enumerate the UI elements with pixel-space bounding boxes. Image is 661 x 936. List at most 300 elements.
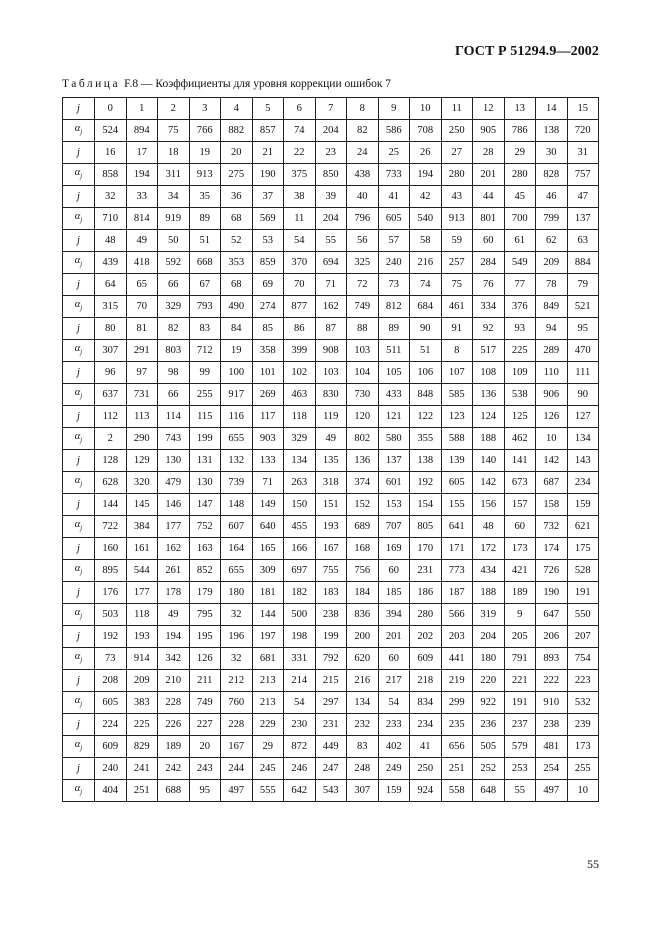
coefficient-cell: 609 (410, 648, 442, 670)
index-cell: 158 (536, 494, 568, 516)
index-row (63, 450, 599, 472)
index-cell: 245 (252, 758, 284, 780)
coefficient-cell: 8 (441, 340, 473, 362)
coefficient-cell: 329 (284, 428, 316, 450)
index-label: j (63, 186, 95, 208)
index-cell: 64 (95, 274, 127, 296)
alpha-subscript: j (80, 480, 83, 489)
coefficient-cell: 250 (441, 120, 473, 142)
coefficient-cell: 814 (126, 208, 158, 230)
index-cell: 24 (347, 142, 379, 164)
coefficient-cell: 655 (221, 560, 253, 582)
index-cell: 41 (378, 186, 410, 208)
coefficient-cell: 342 (158, 648, 190, 670)
coefficient-cell: 134 (347, 692, 379, 714)
index-cell: 88 (347, 318, 379, 340)
coefficient-cell: 375 (284, 164, 316, 186)
coefficient-cell: 848 (410, 384, 442, 406)
coefficient-cell: 280 (504, 164, 536, 186)
index-cell: 6 (284, 98, 316, 120)
index-cell: 68 (221, 274, 253, 296)
index-cell: 48 (95, 230, 127, 252)
index-cell: 188 (473, 582, 505, 604)
index-cell: 63 (567, 230, 599, 252)
index-cell: 205 (504, 626, 536, 648)
index-cell: 235 (441, 714, 473, 736)
index-cell: 240 (95, 758, 127, 780)
index-cell: 13 (504, 98, 536, 120)
coefficient-cell: 579 (504, 736, 536, 758)
index-cell: 173 (504, 538, 536, 560)
coefficient-cell: 434 (473, 560, 505, 582)
index-cell: 229 (252, 714, 284, 736)
index-cell: 104 (347, 362, 379, 384)
coefficient-cell: 511 (378, 340, 410, 362)
index-cell: 201 (378, 626, 410, 648)
coefficient-cell: 353 (221, 252, 253, 274)
index-cell: 67 (189, 274, 221, 296)
coefficient-cell: 681 (252, 648, 284, 670)
alpha-symbol: α (74, 122, 81, 134)
index-cell: 83 (189, 318, 221, 340)
coefficient-cell: 524 (95, 120, 127, 142)
index-cell: 65 (126, 274, 158, 296)
index-cell: 190 (536, 582, 568, 604)
coefficient-cell: 280 (410, 604, 442, 626)
index-cell: 8 (347, 98, 379, 120)
index-cell: 76 (473, 274, 505, 296)
coefficient-cell: 655 (221, 428, 253, 450)
index-cell: 86 (284, 318, 316, 340)
coefficient-cell: 71 (252, 472, 284, 494)
coefficient-row (63, 692, 599, 714)
index-cell: 20 (221, 142, 253, 164)
coefficient-cell: 190 (252, 164, 284, 186)
index-cell: 56 (347, 230, 379, 252)
coefficient-cell: 238 (315, 604, 347, 626)
index-cell: 164 (221, 538, 253, 560)
coefficient-cell: 641 (441, 516, 473, 538)
coefficient-cell: 910 (536, 692, 568, 714)
coefficient-cell: 421 (504, 560, 536, 582)
coefficient-cell: 73 (95, 648, 127, 670)
index-cell: 71 (315, 274, 347, 296)
index-cell: 149 (252, 494, 284, 516)
index-cell: 84 (221, 318, 253, 340)
index-cell: 21 (252, 142, 284, 164)
coefficient-cell: 543 (315, 780, 347, 802)
index-cell: 220 (473, 670, 505, 692)
index-label: j (63, 318, 95, 340)
index-cell: 17 (126, 142, 158, 164)
index-cell: 47 (567, 186, 599, 208)
alpha-subscript: j (80, 260, 83, 269)
index-row (63, 98, 599, 120)
alpha-subscript: j (80, 524, 83, 533)
alpha-symbol: α (74, 738, 81, 750)
alpha-subscript: j (80, 656, 83, 665)
coefficient-cell: 159 (378, 780, 410, 802)
coefficient-cell: 802 (347, 428, 379, 450)
alpha-subscript: j (80, 216, 83, 225)
index-cell: 143 (567, 450, 599, 472)
index-cell: 122 (410, 406, 442, 428)
coefficient-cell: 95 (189, 780, 221, 802)
index-cell: 177 (126, 582, 158, 604)
index-cell: 214 (284, 670, 316, 692)
coefficient-cell: 177 (158, 516, 190, 538)
coefficient-cell: 134 (567, 428, 599, 450)
index-cell: 167 (315, 538, 347, 560)
coefficient-cell: 605 (95, 692, 127, 714)
coefficient-cell: 697 (284, 560, 316, 582)
index-cell: 69 (252, 274, 284, 296)
alpha-subscript: j (80, 128, 83, 137)
index-cell: 54 (284, 230, 316, 252)
coefficient-cell: 60 (378, 648, 410, 670)
coefficient-cell: 216 (410, 252, 442, 274)
index-cell: 46 (536, 186, 568, 208)
coefficient-cell: 463 (284, 384, 316, 406)
coefficient-cell: 325 (347, 252, 379, 274)
index-cell: 210 (158, 670, 190, 692)
index-cell: 184 (347, 582, 379, 604)
index-cell: 187 (441, 582, 473, 604)
coefficient-label (63, 780, 95, 802)
index-cell: 28 (473, 142, 505, 164)
alpha-symbol: α (74, 254, 81, 266)
index-cell: 126 (536, 406, 568, 428)
coefficient-cell: 555 (252, 780, 284, 802)
index-cell: 112 (95, 406, 127, 428)
index-row (63, 406, 599, 428)
coefficient-cell: 656 (441, 736, 473, 758)
index-label: j (63, 142, 95, 164)
index-cell: 156 (473, 494, 505, 516)
coefficient-cell: 796 (347, 208, 379, 230)
coefficient-cell: 461 (441, 296, 473, 318)
coefficient-cell: 263 (284, 472, 316, 494)
index-cell: 117 (252, 406, 284, 428)
alpha-subscript: j (80, 172, 83, 181)
coefficient-cell: 130 (189, 472, 221, 494)
coefficient-row (63, 648, 599, 670)
index-cell: 243 (189, 758, 221, 780)
index-cell: 250 (410, 758, 442, 780)
index-row (63, 714, 599, 736)
coefficient-cell: 75 (158, 120, 190, 142)
coefficient-label (63, 692, 95, 714)
coefficient-cell: 213 (252, 692, 284, 714)
coefficient-cell: 566 (441, 604, 473, 626)
coefficient-cell: 673 (504, 472, 536, 494)
index-cell: 155 (441, 494, 473, 516)
coefficient-cell: 580 (378, 428, 410, 450)
coefficient-cell: 315 (95, 296, 127, 318)
coefficient-cell: 756 (347, 560, 379, 582)
index-cell: 23 (315, 142, 347, 164)
index-cell: 93 (504, 318, 536, 340)
index-cell: 194 (158, 626, 190, 648)
index-cell: 244 (221, 758, 253, 780)
coefficient-cell: 19 (221, 340, 253, 362)
coefficient-cell: 438 (347, 164, 379, 186)
index-cell: 14 (536, 98, 568, 120)
coefficient-cell: 455 (284, 516, 316, 538)
index-cell: 111 (567, 362, 599, 384)
index-cell: 237 (504, 714, 536, 736)
coefficient-cell: 384 (126, 516, 158, 538)
index-cell: 118 (284, 406, 316, 428)
coefficient-cell: 830 (315, 384, 347, 406)
index-cell: 1 (126, 98, 158, 120)
coefficient-cell: 720 (567, 120, 599, 142)
index-cell: 121 (378, 406, 410, 428)
index-cell: 135 (315, 450, 347, 472)
coefficient-cell: 10 (536, 428, 568, 450)
coefficient-cell: 289 (536, 340, 568, 362)
coefficient-cell: 754 (567, 648, 599, 670)
coefficient-cell: 126 (189, 648, 221, 670)
alpha-subscript: j (80, 436, 83, 445)
index-cell: 129 (126, 450, 158, 472)
index-label: j (63, 494, 95, 516)
coefficient-cell: 118 (126, 604, 158, 626)
index-cell: 33 (126, 186, 158, 208)
coefficient-cell: 924 (410, 780, 442, 802)
alpha-symbol: α (74, 562, 81, 574)
index-cell: 34 (158, 186, 190, 208)
coefficient-cell: 194 (126, 164, 158, 186)
index-cell: 146 (158, 494, 190, 516)
coefficient-cell: 54 (378, 692, 410, 714)
coefficient-cell: 136 (473, 384, 505, 406)
index-cell: 27 (441, 142, 473, 164)
index-row (63, 758, 599, 780)
coefficient-cell: 290 (126, 428, 158, 450)
coefficient-cell: 852 (189, 560, 221, 582)
alpha-subscript: j (80, 788, 83, 797)
index-label: j (63, 670, 95, 692)
index-cell: 114 (158, 406, 190, 428)
coefficient-cell: 284 (473, 252, 505, 274)
coefficient-cell: 914 (126, 648, 158, 670)
index-cell: 255 (567, 758, 599, 780)
coefficient-cell: 773 (441, 560, 473, 582)
coefficient-cell: 628 (95, 472, 127, 494)
coefficient-cell: 138 (536, 120, 568, 142)
index-cell: 85 (252, 318, 284, 340)
coefficient-row (63, 164, 599, 186)
index-cell: 29 (504, 142, 536, 164)
coefficient-cell: 757 (567, 164, 599, 186)
index-cell: 145 (126, 494, 158, 516)
coefficient-cell: 505 (473, 736, 505, 758)
index-cell: 12 (473, 98, 505, 120)
coefficient-cell: 490 (221, 296, 253, 318)
index-cell: 180 (221, 582, 253, 604)
index-cell: 172 (473, 538, 505, 560)
coefficient-cell: 726 (536, 560, 568, 582)
coefficient-cell: 449 (315, 736, 347, 758)
coefficient-cell: 760 (221, 692, 253, 714)
index-cell: 241 (126, 758, 158, 780)
index-cell: 221 (504, 670, 536, 692)
index-row (63, 274, 599, 296)
index-cell: 147 (189, 494, 221, 516)
index-cell: 226 (158, 714, 190, 736)
coefficient-cell: 733 (378, 164, 410, 186)
index-cell: 217 (378, 670, 410, 692)
index-cell: 31 (567, 142, 599, 164)
coefficient-cell: 462 (504, 428, 536, 450)
coefficient-cell: 642 (284, 780, 316, 802)
alpha-subscript: j (80, 568, 83, 577)
coefficient-row (63, 208, 599, 230)
index-cell: 106 (410, 362, 442, 384)
coefficient-cell: 89 (189, 208, 221, 230)
coefficient-cell: 803 (158, 340, 190, 362)
coefficient-cell: 857 (252, 120, 284, 142)
coefficient-cell: 694 (315, 252, 347, 274)
index-cell: 216 (347, 670, 379, 692)
index-cell: 105 (378, 362, 410, 384)
coefficient-cell: 394 (378, 604, 410, 626)
index-cell: 222 (536, 670, 568, 692)
coefficient-cell: 234 (567, 472, 599, 494)
index-cell: 19 (189, 142, 221, 164)
coefficient-cell: 309 (252, 560, 284, 582)
coefficient-cell: 48 (473, 516, 505, 538)
index-cell: 186 (410, 582, 442, 604)
index-cell: 40 (347, 186, 379, 208)
coefficient-cell: 261 (158, 560, 190, 582)
coefficient-cell: 60 (504, 516, 536, 538)
index-cell: 185 (378, 582, 410, 604)
index-cell: 153 (378, 494, 410, 516)
index-cell: 97 (126, 362, 158, 384)
index-label: j (63, 758, 95, 780)
coefficient-cell: 908 (315, 340, 347, 362)
coefficient-label (63, 560, 95, 582)
index-cell: 107 (441, 362, 473, 384)
index-label: j (63, 714, 95, 736)
coefficient-cell: 836 (347, 604, 379, 626)
index-cell: 139 (441, 450, 473, 472)
index-cell: 140 (473, 450, 505, 472)
index-cell: 7 (315, 98, 347, 120)
index-row (63, 362, 599, 384)
index-cell: 90 (410, 318, 442, 340)
caption-text: F.8 — Коэффициенты для уровня коррекции ошибок 7 (124, 78, 392, 90)
coefficient-label (63, 648, 95, 670)
index-cell: 200 (347, 626, 379, 648)
index-cell: 127 (567, 406, 599, 428)
coefficient-cell: 189 (158, 736, 190, 758)
coefficient-cell: 812 (378, 296, 410, 318)
coefficient-cell: 274 (252, 296, 284, 318)
index-cell: 247 (315, 758, 347, 780)
coefficient-cell: 370 (284, 252, 316, 274)
index-cell: 51 (189, 230, 221, 252)
coefficient-cell: 687 (536, 472, 568, 494)
index-cell: 72 (347, 274, 379, 296)
coefficient-cell: 684 (410, 296, 442, 318)
coefficient-cell: 532 (567, 692, 599, 714)
coefficient-row (63, 736, 599, 758)
index-cell: 183 (315, 582, 347, 604)
coefficient-cell: 766 (189, 120, 221, 142)
index-cell: 70 (284, 274, 316, 296)
coefficient-cell: 913 (189, 164, 221, 186)
coefficient-cell: 162 (315, 296, 347, 318)
index-cell: 230 (284, 714, 316, 736)
coefficient-cell: 167 (221, 736, 253, 758)
coefficient-cell: 470 (567, 340, 599, 362)
coefficient-cell: 668 (189, 252, 221, 274)
coefficient-cell: 805 (410, 516, 442, 538)
index-cell: 55 (315, 230, 347, 252)
index-cell: 98 (158, 362, 190, 384)
index-label: j (63, 362, 95, 384)
index-cell: 61 (504, 230, 536, 252)
index-cell: 152 (347, 494, 379, 516)
index-cell: 9 (378, 98, 410, 120)
coefficient-row (63, 604, 599, 626)
coefficient-cell: 588 (441, 428, 473, 450)
coefficient-cell: 402 (378, 736, 410, 758)
coefficient-cell: 503 (95, 604, 127, 626)
coefficient-cell: 29 (252, 736, 284, 758)
index-cell: 77 (504, 274, 536, 296)
coefficient-cell: 528 (567, 560, 599, 582)
coefficient-cell: 269 (252, 384, 284, 406)
index-cell: 115 (189, 406, 221, 428)
index-row (63, 538, 599, 560)
coefficient-cell: 648 (473, 780, 505, 802)
coefficient-cell: 592 (158, 252, 190, 274)
document-id: ГОСТ Р 51294.9—2002 (454, 44, 599, 59)
coefficient-cell: 376 (504, 296, 536, 318)
coefficient-cell: 749 (189, 692, 221, 714)
coefficient-cell: 188 (473, 428, 505, 450)
index-cell: 42 (410, 186, 442, 208)
index-cell: 124 (473, 406, 505, 428)
index-cell: 82 (158, 318, 190, 340)
coefficient-cell: 903 (252, 428, 284, 450)
index-cell: 233 (378, 714, 410, 736)
index-cell: 249 (378, 758, 410, 780)
index-cell: 58 (410, 230, 442, 252)
coefficient-cell: 319 (473, 604, 505, 626)
index-cell: 132 (221, 450, 253, 472)
coefficients-table (62, 97, 599, 802)
coefficient-cell: 791 (504, 648, 536, 670)
coefficient-cell: 280 (441, 164, 473, 186)
index-cell: 160 (95, 538, 127, 560)
index-cell: 254 (536, 758, 568, 780)
index-cell: 228 (221, 714, 253, 736)
coefficient-row (63, 516, 599, 538)
coefficient-cell: 905 (473, 120, 505, 142)
index-row (63, 626, 599, 648)
index-cell: 39 (315, 186, 347, 208)
index-cell: 110 (536, 362, 568, 384)
coefficient-cell: 850 (315, 164, 347, 186)
alpha-symbol: α (74, 606, 81, 618)
coefficient-label (63, 428, 95, 450)
coefficient-cell: 743 (158, 428, 190, 450)
